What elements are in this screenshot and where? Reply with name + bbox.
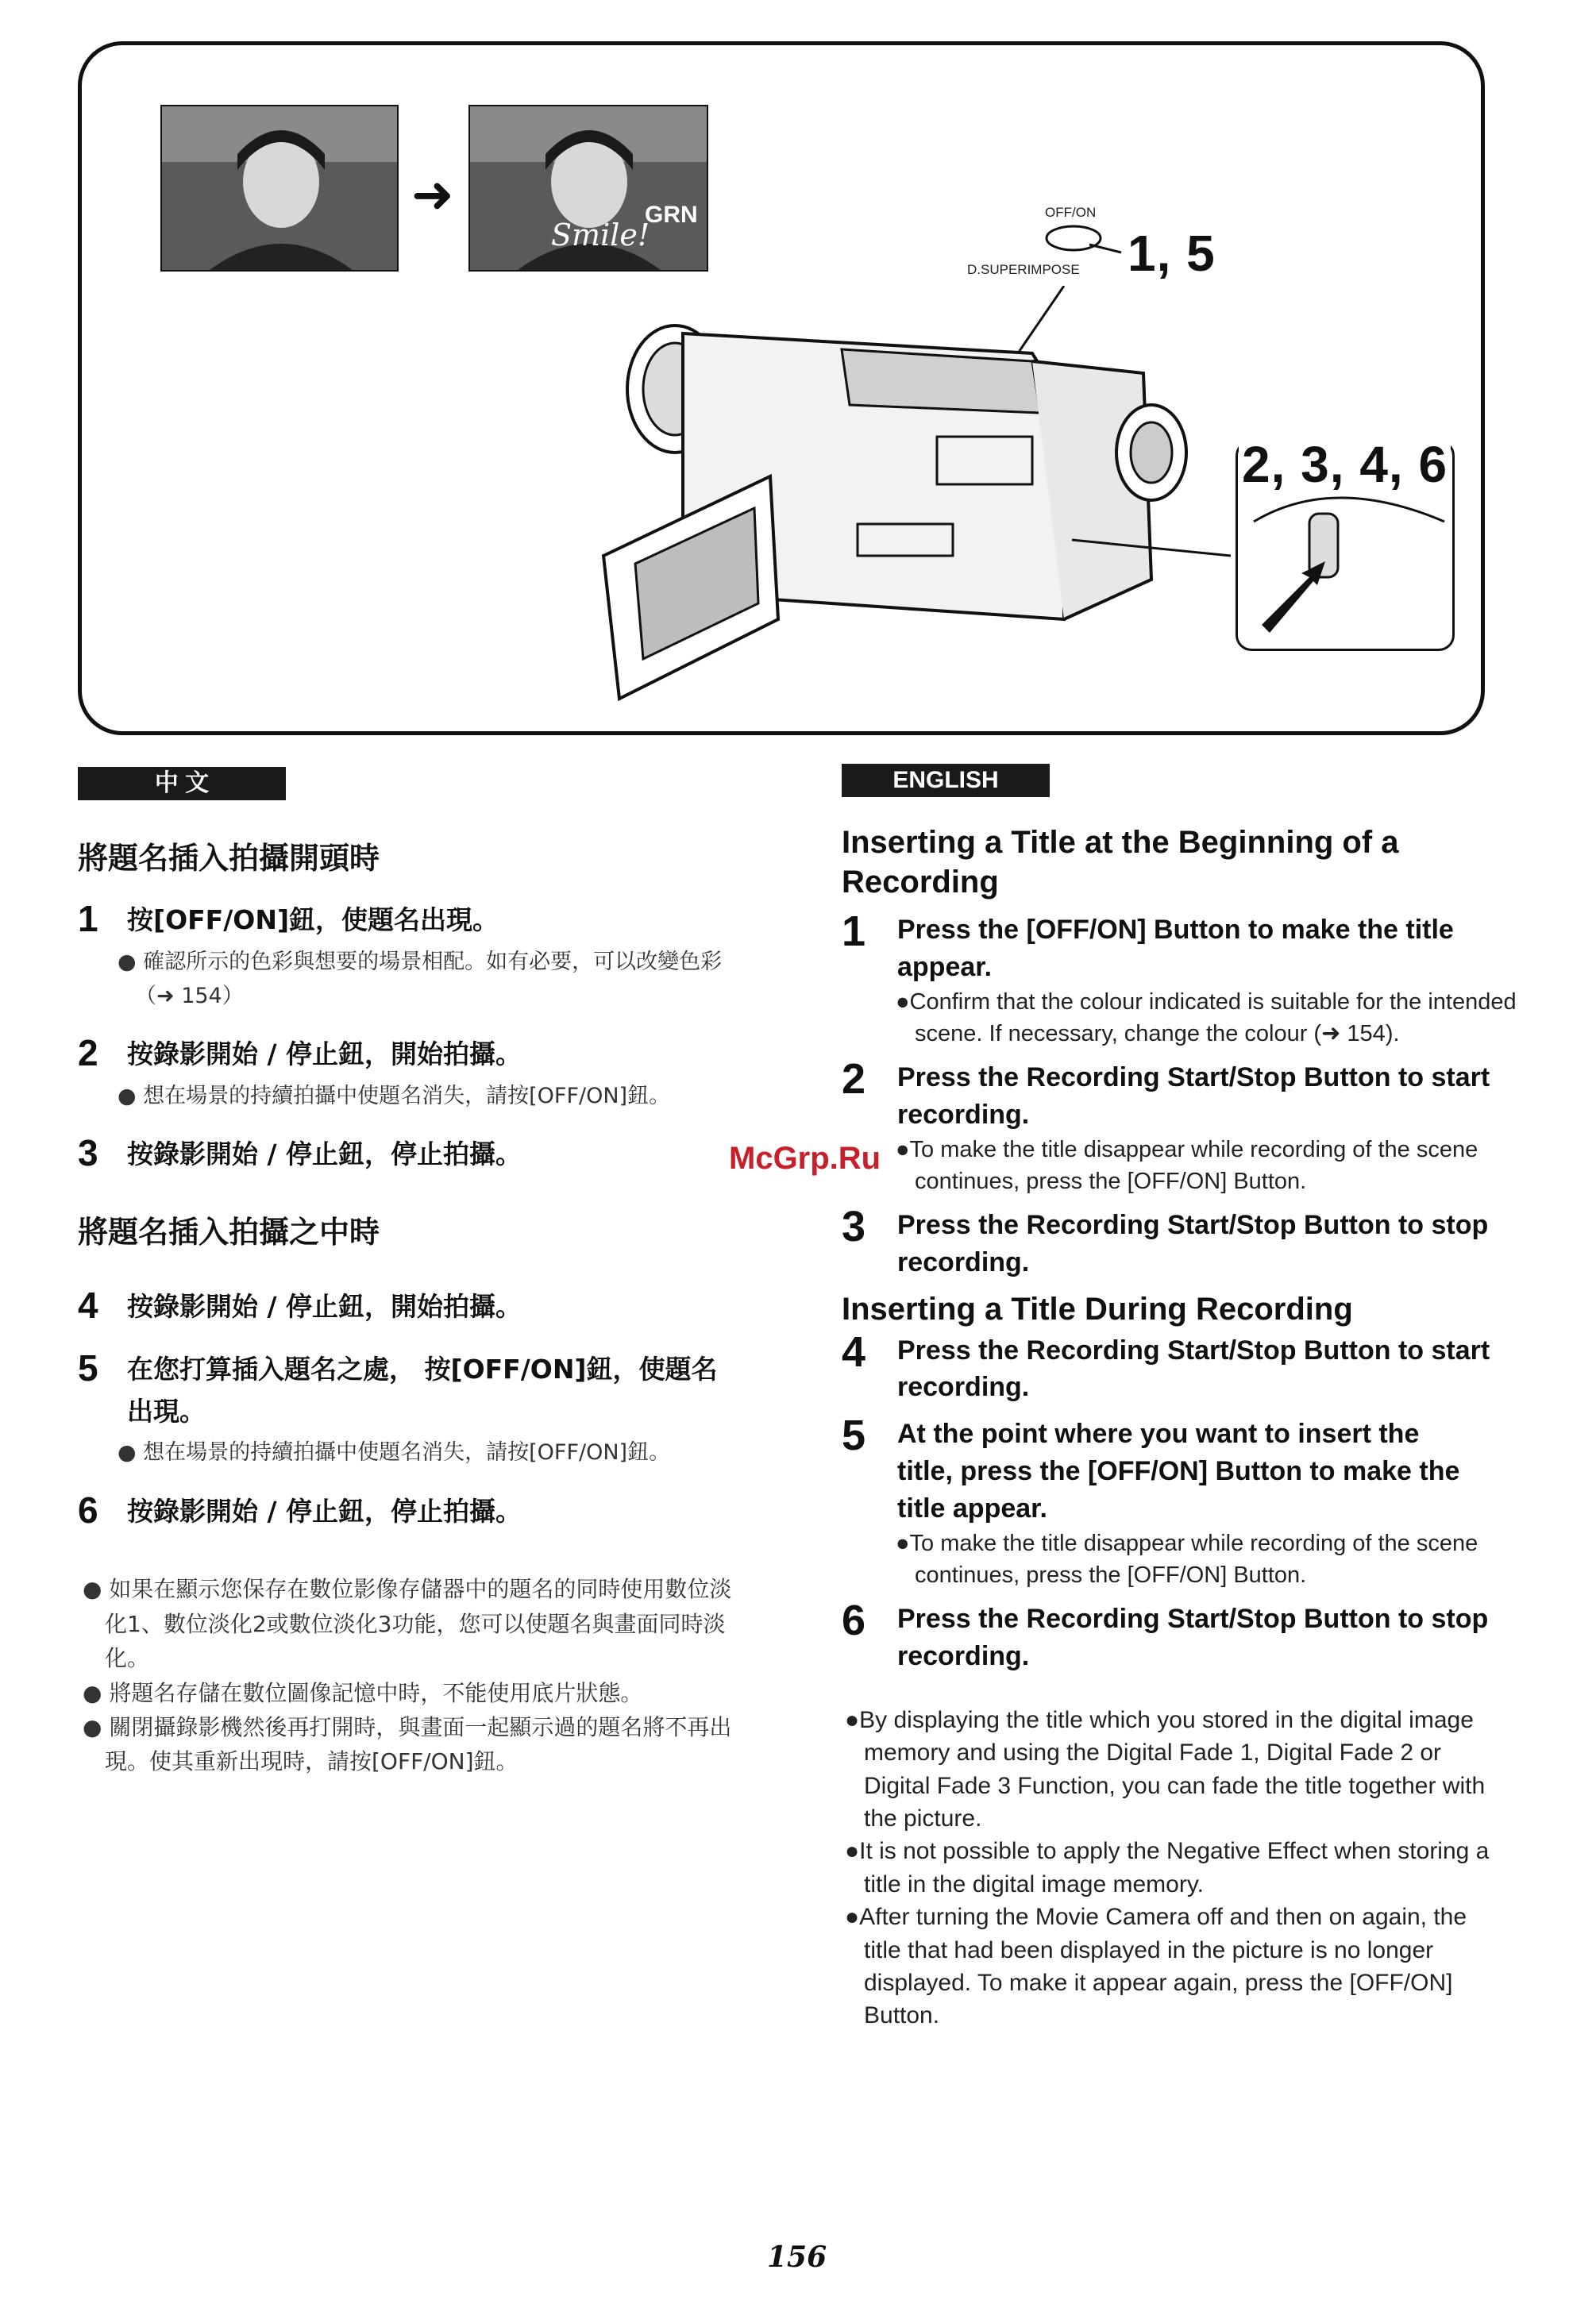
chinese-column	[78, 834, 745, 1779]
step-bullet: ● 想在場景的持續拍攝中使題名消失，請按[OFF/ON]鈕。	[118, 1083, 671, 1108]
chinese-notes	[78, 1572, 737, 1778]
callout-steps-1-5: 1, 5	[1128, 225, 1216, 282]
step-text: 按錄影開始 / 停止鈕，開始拍攝。	[127, 1290, 522, 1322]
step-text: Press the Recording Start/Stop Button to stop recording.	[897, 1209, 1489, 1277]
portrait-image	[162, 106, 397, 270]
title-caption: Smile!	[551, 218, 650, 252]
step-bullet: ●To make the title disappear while recording of the scene continues, press the [OFF/ON] Button.	[896, 1531, 1478, 1589]
chinese-heading-2: 將題名插入拍攝之中時	[78, 1214, 380, 1250]
step-text: Press the [OFF/ON] Button to make the title appear.	[897, 915, 1454, 982]
note-item: ●After turning the Movie Camera off and then on again, the title that had been displayed in the picture is no longer displayed. To make it appear again, press the [OFF/ON] Button.	[845, 1904, 1467, 2029]
en-step-6	[842, 1597, 1501, 1675]
english-notes	[842, 1704, 1493, 2032]
note-item: ● 關閉攝錄影機然後再打開時，與畫面一起顯示過的題名將不再出現。使其重新出現時，請按[OFF/ON]鈕。	[83, 1713, 732, 1775]
step-number: 5	[78, 1347, 98, 1389]
step-bullet: ●To make the title disappear while recording of the scene continues, press the [OFF/ON] Button.	[896, 1136, 1478, 1194]
zh-step-5	[78, 1349, 745, 1433]
page-number: 156	[767, 2240, 827, 2274]
english-column	[842, 823, 1517, 2032]
step-text: 在您打算插入題名之處， 按[OFF/ON]鈕，使題名出現。	[127, 1353, 718, 1427]
english-heading-1: Inserting a Title at the Beginning of a Recording	[842, 825, 1399, 900]
callout-steps-2-3-4-6: 2, 3, 4, 6	[1239, 435, 1451, 494]
step-number: 1	[78, 898, 98, 939]
step-number: 5	[842, 1412, 866, 1460]
step-text: At the point where you want to insert the title, press the [OFF/ON] Button to make the title appear.	[897, 1419, 1460, 1524]
zh-step-4	[78, 1286, 745, 1328]
step-text: 按[OFF/ON]鈕，使題名出現。	[127, 904, 499, 935]
step-text: 按錄影開始 / 停止鈕，停止拍攝。	[127, 1139, 522, 1170]
step-number: 6	[78, 1489, 98, 1531]
button-label-top: OFF/ON	[1045, 205, 1097, 220]
step-bullet: ● 確認所示的色彩與想要的場景相配。如有必要，可以改變色彩（➜ 154）	[118, 949, 723, 1008]
en-step-1	[842, 907, 1501, 986]
chinese-heading-1: 將題名插入拍攝開頭時	[78, 841, 380, 876]
step-bullet: ● 想在場景的持續拍攝中使題名消失，請按[OFF/ON]鈕。	[118, 1440, 671, 1466]
step-text: 按錄影開始 / 停止鈕，開始拍攝。	[127, 1038, 522, 1070]
english-section-label: ENGLISH	[842, 764, 1050, 797]
note-item: ●By displaying the title which you stored in the digital image memory and using the Digital Fade 1, Digital Fade 2 or Digital Fade 3 Function, you can fade the title together with the picture.	[845, 1706, 1486, 1832]
step-number: 2	[78, 1032, 98, 1074]
step-number: 4	[78, 1284, 98, 1326]
en-step-2	[842, 1054, 1501, 1134]
note-item: ● 如果在顯示您保存在數位影像存儲器中的題名的同時使用數位淡化1、數位淡化2或數位淡化3功能，您可以使題名與畫面同時淡化。	[83, 1576, 732, 1672]
photo-after	[468, 105, 708, 272]
watermark: McGrp.Ru	[729, 1141, 881, 1176]
step-number: 3	[842, 1202, 866, 1250]
photo-before	[160, 105, 399, 272]
step-text: Press the Recording Start/Stop Button to start recording.	[897, 1335, 1490, 1403]
english-heading-2: Inserting a Title During Recording	[842, 1291, 1353, 1327]
chinese-section-label: 中 文	[78, 767, 286, 800]
step-number: 4	[842, 1327, 866, 1376]
step-text: Press the Recording Start/Stop Button to start recording.	[897, 1061, 1490, 1130]
step-text: Press the Recording Start/Stop Button to stop recording.	[897, 1604, 1489, 1671]
step-number: 6	[842, 1597, 866, 1645]
zh-step-1	[78, 900, 745, 942]
zh-step-2	[78, 1034, 745, 1076]
color-label: GRN	[645, 202, 698, 228]
zh-step-6	[78, 1491, 745, 1533]
zh-step-3	[78, 1134, 745, 1176]
step-bullet: ●Confirm that the colour indicated is suitable for the intended scene. If necessary, change the colour (➜ 154).	[896, 988, 1517, 1046]
en-step-5	[842, 1412, 1501, 1528]
step-text: 按錄影開始 / 停止鈕，停止拍攝。	[127, 1495, 522, 1527]
note-item: ● 將題名存儲在數位圖像記憶中時，不能使用底片狀態。	[83, 1679, 643, 1706]
button-label-bottom: D.SUPERIMPOSE	[967, 262, 1080, 277]
note-item: ●It is not possible to apply the Negative Effect when storing a title in the digital image memory.	[845, 1838, 1490, 1898]
en-step-3	[842, 1202, 1501, 1281]
step-number: 3	[78, 1132, 98, 1174]
step-number: 2	[842, 1054, 866, 1103]
en-step-4	[842, 1327, 1501, 1407]
arrow-right-icon: ➜	[411, 166, 454, 223]
step-number: 1	[842, 907, 866, 955]
